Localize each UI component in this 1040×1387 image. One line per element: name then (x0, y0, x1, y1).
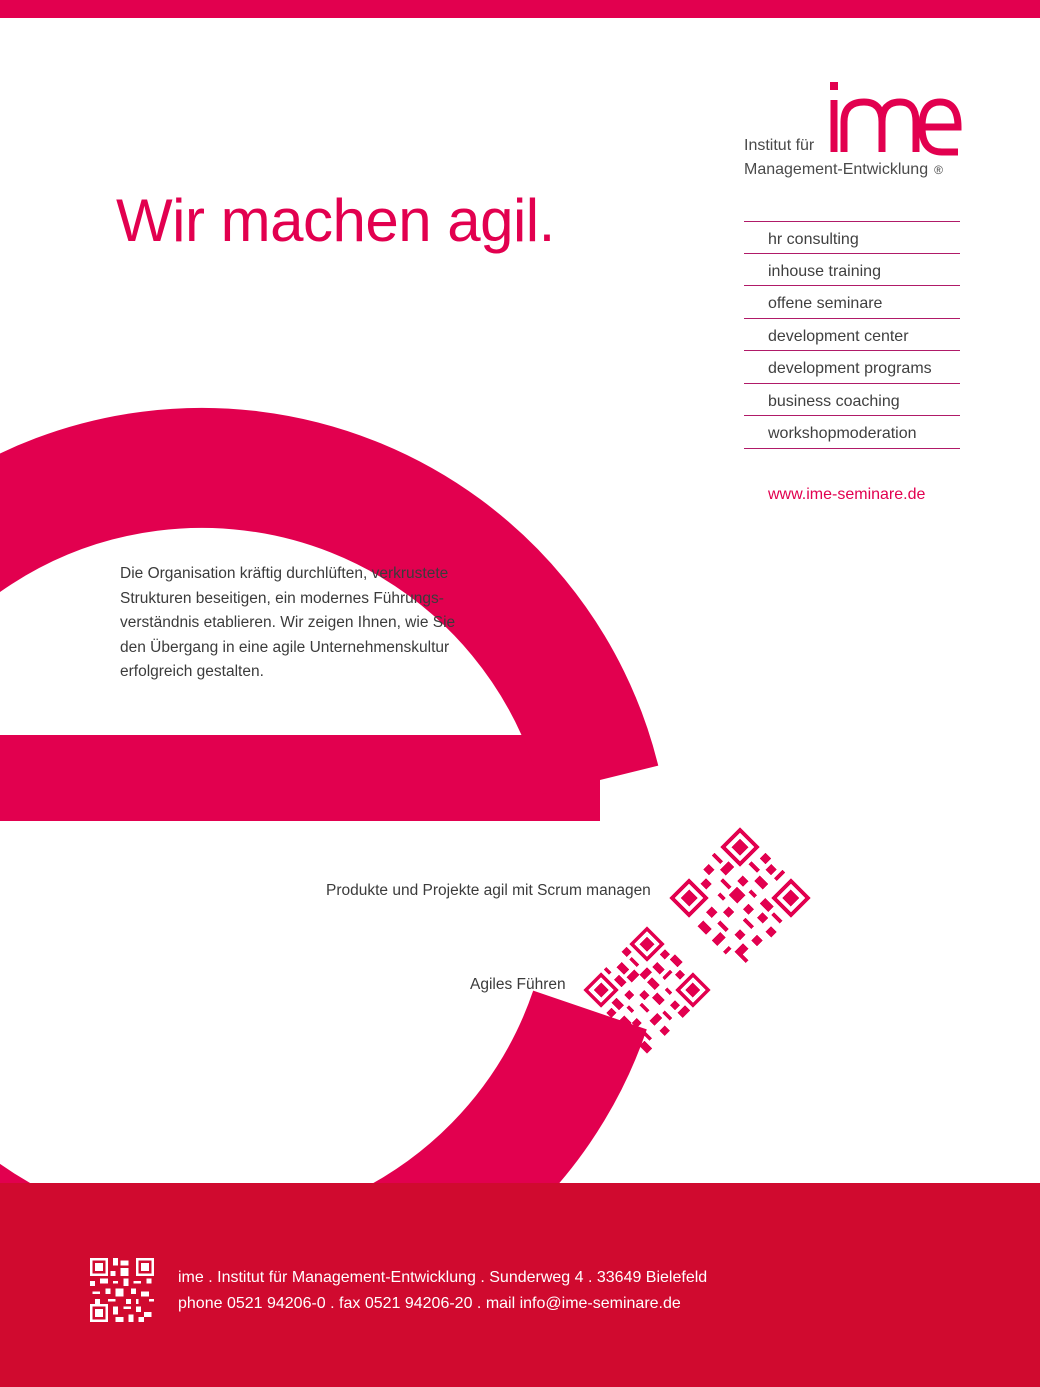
ime-logo (744, 82, 974, 186)
body-paragraph (120, 562, 480, 685)
body-line: den Übergang in eine agile Unternehmenskultur (120, 638, 450, 656)
footer-contact: phone 0521 94206-0 . fax 0521 94206-20 . mail info@ime-seminare.de (178, 1295, 681, 1312)
service-item: hr consulting (744, 221, 960, 254)
service-item: inhouse training (744, 254, 960, 287)
footer-bar (0, 1183, 1040, 1387)
body-line: Strukturen beseitigen, ein modernes Führungs- (120, 589, 444, 607)
headline: Wir machen agil. (116, 187, 555, 254)
logo-text-line1: Institut für (744, 137, 815, 154)
service-item: offene seminare (744, 286, 960, 319)
footer-address: ime . Institut für Management-Entwicklung . Sunderweg 4 . 33649 Bielefeld (178, 1269, 708, 1286)
ime-wordmark-icon (822, 82, 962, 162)
body-line: erfolgreich gestalten. (120, 663, 264, 680)
service-item: workshopmoderation (744, 416, 960, 449)
qr-code-icon[interactable] (90, 1258, 154, 1322)
registered-mark: ® (934, 163, 943, 177)
service-item: development center (744, 319, 960, 352)
qr-label-scrum: Produkte und Projekte agil mit Scrum managen (326, 882, 651, 899)
service-item: business coaching (744, 384, 960, 417)
body-line: Die Organisation kräftig durchlüften, verkrustete (120, 565, 449, 582)
service-item: development programs (744, 351, 960, 384)
logo-text-line2: Management-Entwicklung ® (744, 161, 943, 178)
services-list (744, 221, 960, 449)
website-link[interactable]: www.ime-seminare.de (768, 486, 926, 503)
body-line: verständnis etablieren. Wir zeigen Ihnen, wie Sie (120, 614, 456, 631)
qr-label-agiles-fuehren: Agiles Führen (470, 976, 566, 993)
